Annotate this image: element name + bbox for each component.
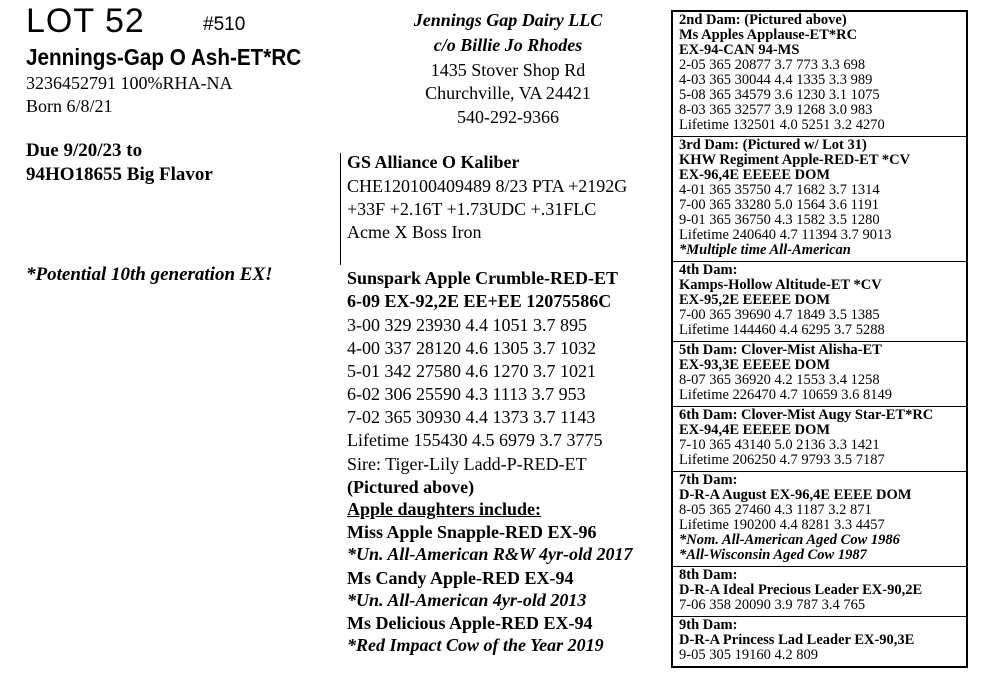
owner-city: Churchville, VA 24421 (425, 83, 591, 103)
daughter-name: Ms Candy Apple-RED EX-94 (347, 568, 574, 588)
dam7-name: D-R-A August EX-96,4E EEEE DOM (679, 487, 912, 503)
sire-name: GS Alliance O Kaliber (347, 152, 520, 172)
cow-born: Born 6/8/21 (26, 96, 113, 116)
dam2-record: 2-05 365 20877 3.7 773 3.3 698 (679, 57, 866, 73)
dam7-record: 8-05 365 27460 4.3 1187 3.2 871 (679, 502, 872, 518)
dam-record: 3-00 329 23930 4.4 1051 3.7 895 (347, 315, 587, 335)
dam4-heading: 4th Dam: (679, 262, 738, 278)
dam-lifetime: Lifetime 155430 4.5 6979 3.7 3775 (347, 430, 603, 450)
sire-line-2: +33F +2.16T +1.73UDC +.31FLC (347, 199, 597, 219)
sire-line-1: CHE120100409489 8/23 PTA +2192G (347, 176, 628, 196)
dam8-record: 7-06 358 20090 3.9 787 3.4 765 (679, 597, 866, 613)
dam4-class: EX-95,2E EEEEE DOM (679, 292, 831, 308)
sire-divider (340, 153, 341, 265)
dam-record: 4-00 337 28120 4.6 1305 3.7 1032 (347, 338, 596, 358)
dam3-note: *Multiple time All-American (679, 242, 851, 258)
dam2-lifetime: Lifetime 132501 4.0 5251 3.2 4270 (679, 117, 885, 133)
potential-note: *Potential 10th generation EX! (26, 264, 273, 285)
owner-contact: c/o Billie Jo Rhodes (433, 35, 583, 55)
dam2-name: Ms Apples Applause-ET*RC (679, 27, 858, 43)
dam3-record: 9-01 365 36750 4.3 1582 3.5 1280 (679, 212, 880, 228)
dam7-heading: 7th Dam: (679, 472, 738, 488)
dam6-lifetime: Lifetime 206250 4.7 9793 3.5 7187 (679, 452, 885, 468)
dam3-record: 4-01 365 35750 4.7 1682 3.7 1314 (679, 182, 880, 198)
dam-record: 7-02 365 30930 4.4 1373 3.7 1143 (347, 407, 596, 427)
dam-name: Sunspark Apple Crumble-RED-ET (347, 268, 619, 288)
dam7-note: *All-Wisconsin Aged Cow 1987 (679, 547, 867, 563)
dam5-heading: 5th Dam: Clover-Mist Alisha-ET (679, 342, 882, 358)
dam3-class: EX-96,4E EEEEE DOM (679, 167, 831, 183)
daughters-heading: Apple daughters include: (347, 499, 542, 519)
owner-street: 1435 Stover Shop Rd (430, 60, 586, 80)
dam5-record: 8-07 365 36920 4.2 1553 3.4 1258 (679, 372, 880, 388)
dam2-class: EX-94-CAN 94-MS (679, 42, 800, 58)
due-date: Due 9/20/23 to (26, 140, 143, 161)
dam2-record: 8-03 365 32577 3.9 1268 3.0 983 (679, 102, 873, 118)
lot-label: LOT 52 (26, 2, 145, 40)
service-sire: 94HO18655 Big Flavor (26, 164, 213, 185)
cow-registration: 3236452791 100%RHA-NA (26, 73, 233, 93)
dam-record: 6-02 306 25590 4.3 1113 3.7 953 (347, 384, 586, 404)
dam4-record: 7-00 365 39690 4.7 1849 3.5 1385 (679, 307, 880, 323)
dam9-heading: 9th Dam: (679, 617, 738, 633)
dam-record: 5-01 342 27580 4.6 1270 3.7 1021 (347, 361, 596, 381)
dam3-name: KHW Regiment Apple-RED-ET *CV (679, 152, 911, 168)
owner-phone: 540-292-9366 (457, 107, 559, 127)
dam3-heading: 3rd Dam: (Pictured w/ Lot 31) (679, 137, 867, 153)
dam7-note: *Nom. All-American Aged Cow 1986 (679, 532, 900, 548)
dam7-lifetime: Lifetime 190200 4.4 8281 3.3 4457 (679, 517, 885, 533)
dam8-heading: 8th Dam: (679, 567, 738, 583)
dam8-name: D-R-A Ideal Precious Leader EX-90,2E (679, 582, 923, 598)
dam9-name: D-R-A Princess Lad Leader EX-90,3E (679, 632, 915, 648)
dam-classification: 6-09 EX-92,2E EE+EE 12075586C (347, 291, 612, 311)
dam9-record: 9-05 305 19160 4.2 809 (679, 647, 818, 663)
dam6-heading: 6th Dam: Clover-Mist Augy Star-ET*RC (679, 407, 934, 423)
dam2-heading: 2nd Dam: (Pictured above) (679, 12, 847, 28)
dam-sire: Sire: Tiger-Lily Ladd-P-RED-ET (347, 454, 587, 474)
daughter-name: Ms Delicious Apple-RED EX-94 (347, 613, 593, 633)
sire-line-3: Acme X Boss Iron (347, 222, 482, 242)
owner-farm: Jennings Gap Dairy LLC (413, 10, 603, 30)
daughter-award: *Un. All-American 4yr-old 2013 (347, 590, 587, 610)
dam5-lifetime: Lifetime 226470 4.7 10659 3.6 8149 (679, 387, 893, 403)
dam4-lifetime: Lifetime 144460 4.4 6295 3.7 5288 (679, 322, 885, 338)
daughter-award: *Red Impact Cow of the Year 2019 (347, 635, 604, 655)
dam4-name: Kamps-Hollow Altitude-ET *CV (679, 277, 882, 293)
daughter-award: *Un. All-American R&W 4yr-old 2017 (347, 544, 633, 564)
dam2-record: 4-03 365 30044 4.4 1335 3.3 989 (679, 72, 873, 88)
daughter-name: Miss Apple Snapple-RED EX-96 (347, 522, 597, 542)
dam6-record: 7-10 365 43140 5.0 2136 3.3 1421 (679, 437, 880, 453)
dam3-record: 7-00 365 33280 5.0 1564 3.6 1191 (679, 197, 880, 213)
dam2-record: 5-08 365 34579 3.6 1230 3.1 1075 (679, 87, 880, 103)
cow-name: Jennings-Gap O Ash-ET*RC (26, 44, 302, 70)
lot-catalog-number: #510 (203, 14, 246, 35)
dam-pictured: (Pictured above) (347, 477, 475, 497)
dam6-class: EX-94,4E EEEEE DOM (679, 422, 831, 438)
dam5-class: EX-93,3E EEEEE DOM (679, 357, 831, 373)
dam3-lifetime: Lifetime 240640 4.7 11394 3.7 9013 (679, 227, 892, 243)
